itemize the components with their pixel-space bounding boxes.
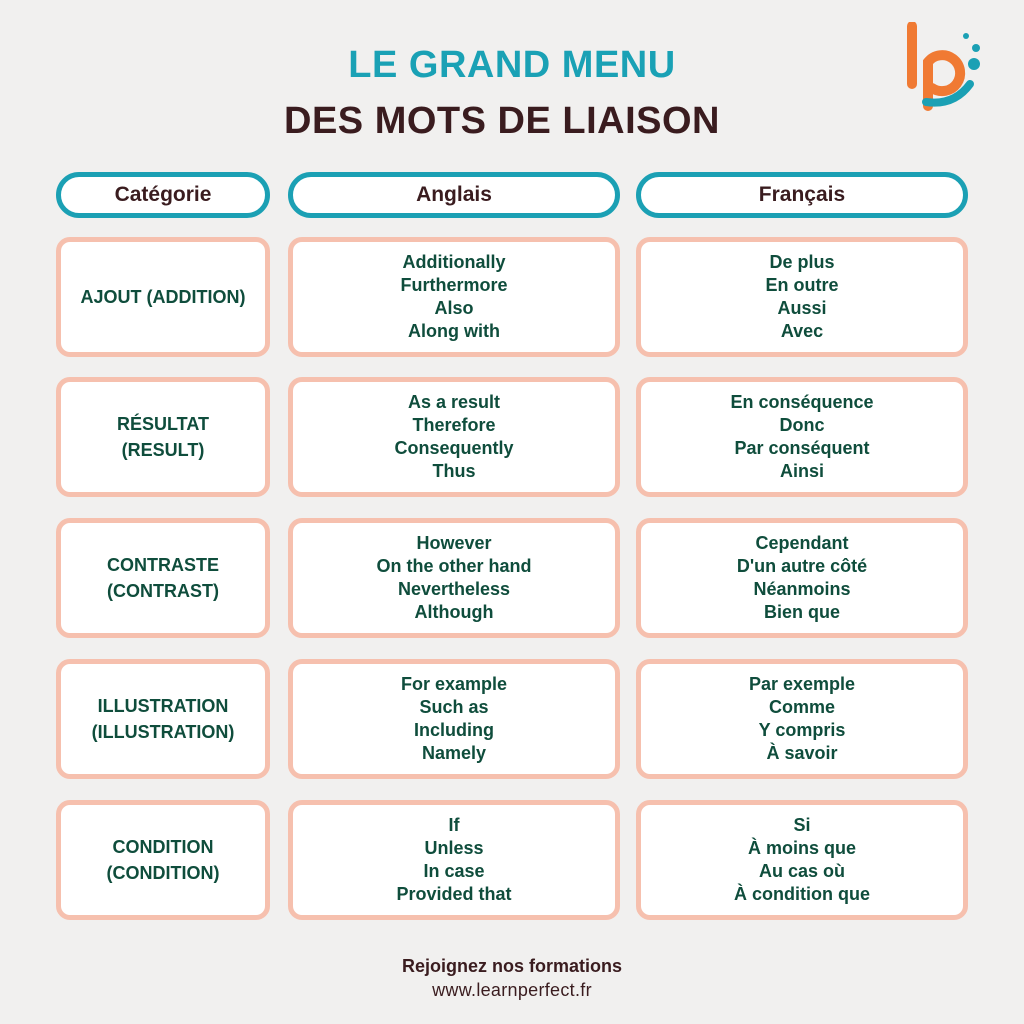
category-label: AJOUT (ADDITION) [80, 287, 246, 307]
category-label: (RESULT) [121, 440, 205, 460]
connector-word: Si [793, 815, 811, 835]
footer-cta: Rejoignez nos formations [401, 956, 623, 976]
category-label: ILLUSTRATION [97, 696, 229, 716]
category-label: CONDITION [112, 837, 214, 857]
french-cell [636, 800, 968, 920]
connector-word: De plus [769, 252, 835, 272]
title-line-1: LE GRAND MENU [348, 44, 676, 86]
connector-word: Comme [768, 697, 835, 717]
connector-word: En outre [765, 275, 839, 295]
connector-word: Bien que [763, 602, 840, 622]
connector-word: Unless [424, 838, 484, 858]
connector-word: In case [423, 861, 485, 881]
connector-word: Cependant [755, 533, 849, 553]
connector-word: Consequently [394, 438, 514, 458]
connector-word: D'un autre côté [736, 556, 868, 576]
english-cell [288, 659, 620, 779]
category-label: RÉSULTAT [117, 414, 209, 434]
category-label: (ILLUSTRATION) [91, 722, 235, 742]
connector-word: Ainsi [779, 461, 824, 481]
category-cell [56, 237, 270, 357]
english-cell [288, 518, 620, 638]
category-label: CONTRASTE [107, 555, 219, 575]
connector-word: Nevertheless [397, 579, 511, 599]
title-line-2: DES MOTS DE LIAISON [284, 100, 720, 142]
connector-word: Including [414, 720, 494, 740]
connector-word: À savoir [766, 743, 838, 763]
english-cell [288, 377, 620, 497]
connector-word: Namely [421, 743, 487, 763]
connector-word: On the other hand [376, 556, 532, 576]
french-cell [636, 237, 968, 357]
footer-url[interactable]: www.learnperfect.fr [432, 980, 592, 1000]
category-cell [56, 659, 270, 779]
category-cell [56, 800, 270, 920]
english-cell [288, 800, 620, 920]
connector-word: Aussi [777, 298, 827, 318]
french-cell [636, 518, 968, 638]
connector-word: À moins que [747, 838, 856, 858]
connector-word: Thus [432, 461, 476, 481]
connector-word: Y compris [758, 720, 846, 740]
connector-word: For example [400, 674, 508, 694]
connector-word: À condition que [734, 884, 870, 904]
column-header-english: Anglais [288, 172, 620, 218]
category-label: (CONTRAST) [107, 581, 219, 601]
connector-word: Avec [780, 321, 824, 341]
connector-word: Therefore [412, 415, 496, 435]
connector-word: Provided that [396, 884, 512, 904]
column-header-french: Français [636, 172, 968, 218]
connector-word: Néanmoins [753, 579, 851, 599]
connector-word: En conséquence [730, 392, 874, 412]
french-cell [636, 377, 968, 497]
connector-word: Additionally [402, 252, 506, 272]
connector-word: Donc [779, 415, 825, 435]
connector-word: Along with [408, 321, 500, 341]
category-cell [56, 377, 270, 497]
category-cell [56, 518, 270, 638]
learnperfect-logo-icon [892, 22, 992, 112]
connector-word: Also [434, 298, 474, 318]
connector-word: Although [414, 602, 494, 622]
connector-word: Par conséquent [734, 438, 870, 458]
connector-word: Furthermore [400, 275, 508, 295]
french-cell [636, 659, 968, 779]
connector-word: If [448, 815, 460, 835]
column-header-category: Catégorie [56, 172, 270, 218]
connector-word: Par exemple [748, 674, 856, 694]
category-label: (CONDITION) [106, 863, 220, 883]
connector-word: However [416, 533, 492, 553]
connector-word: As a result [407, 392, 501, 412]
english-cell [288, 237, 620, 357]
connector-word: Such as [419, 697, 489, 717]
connector-word: Au cas où [758, 861, 846, 881]
